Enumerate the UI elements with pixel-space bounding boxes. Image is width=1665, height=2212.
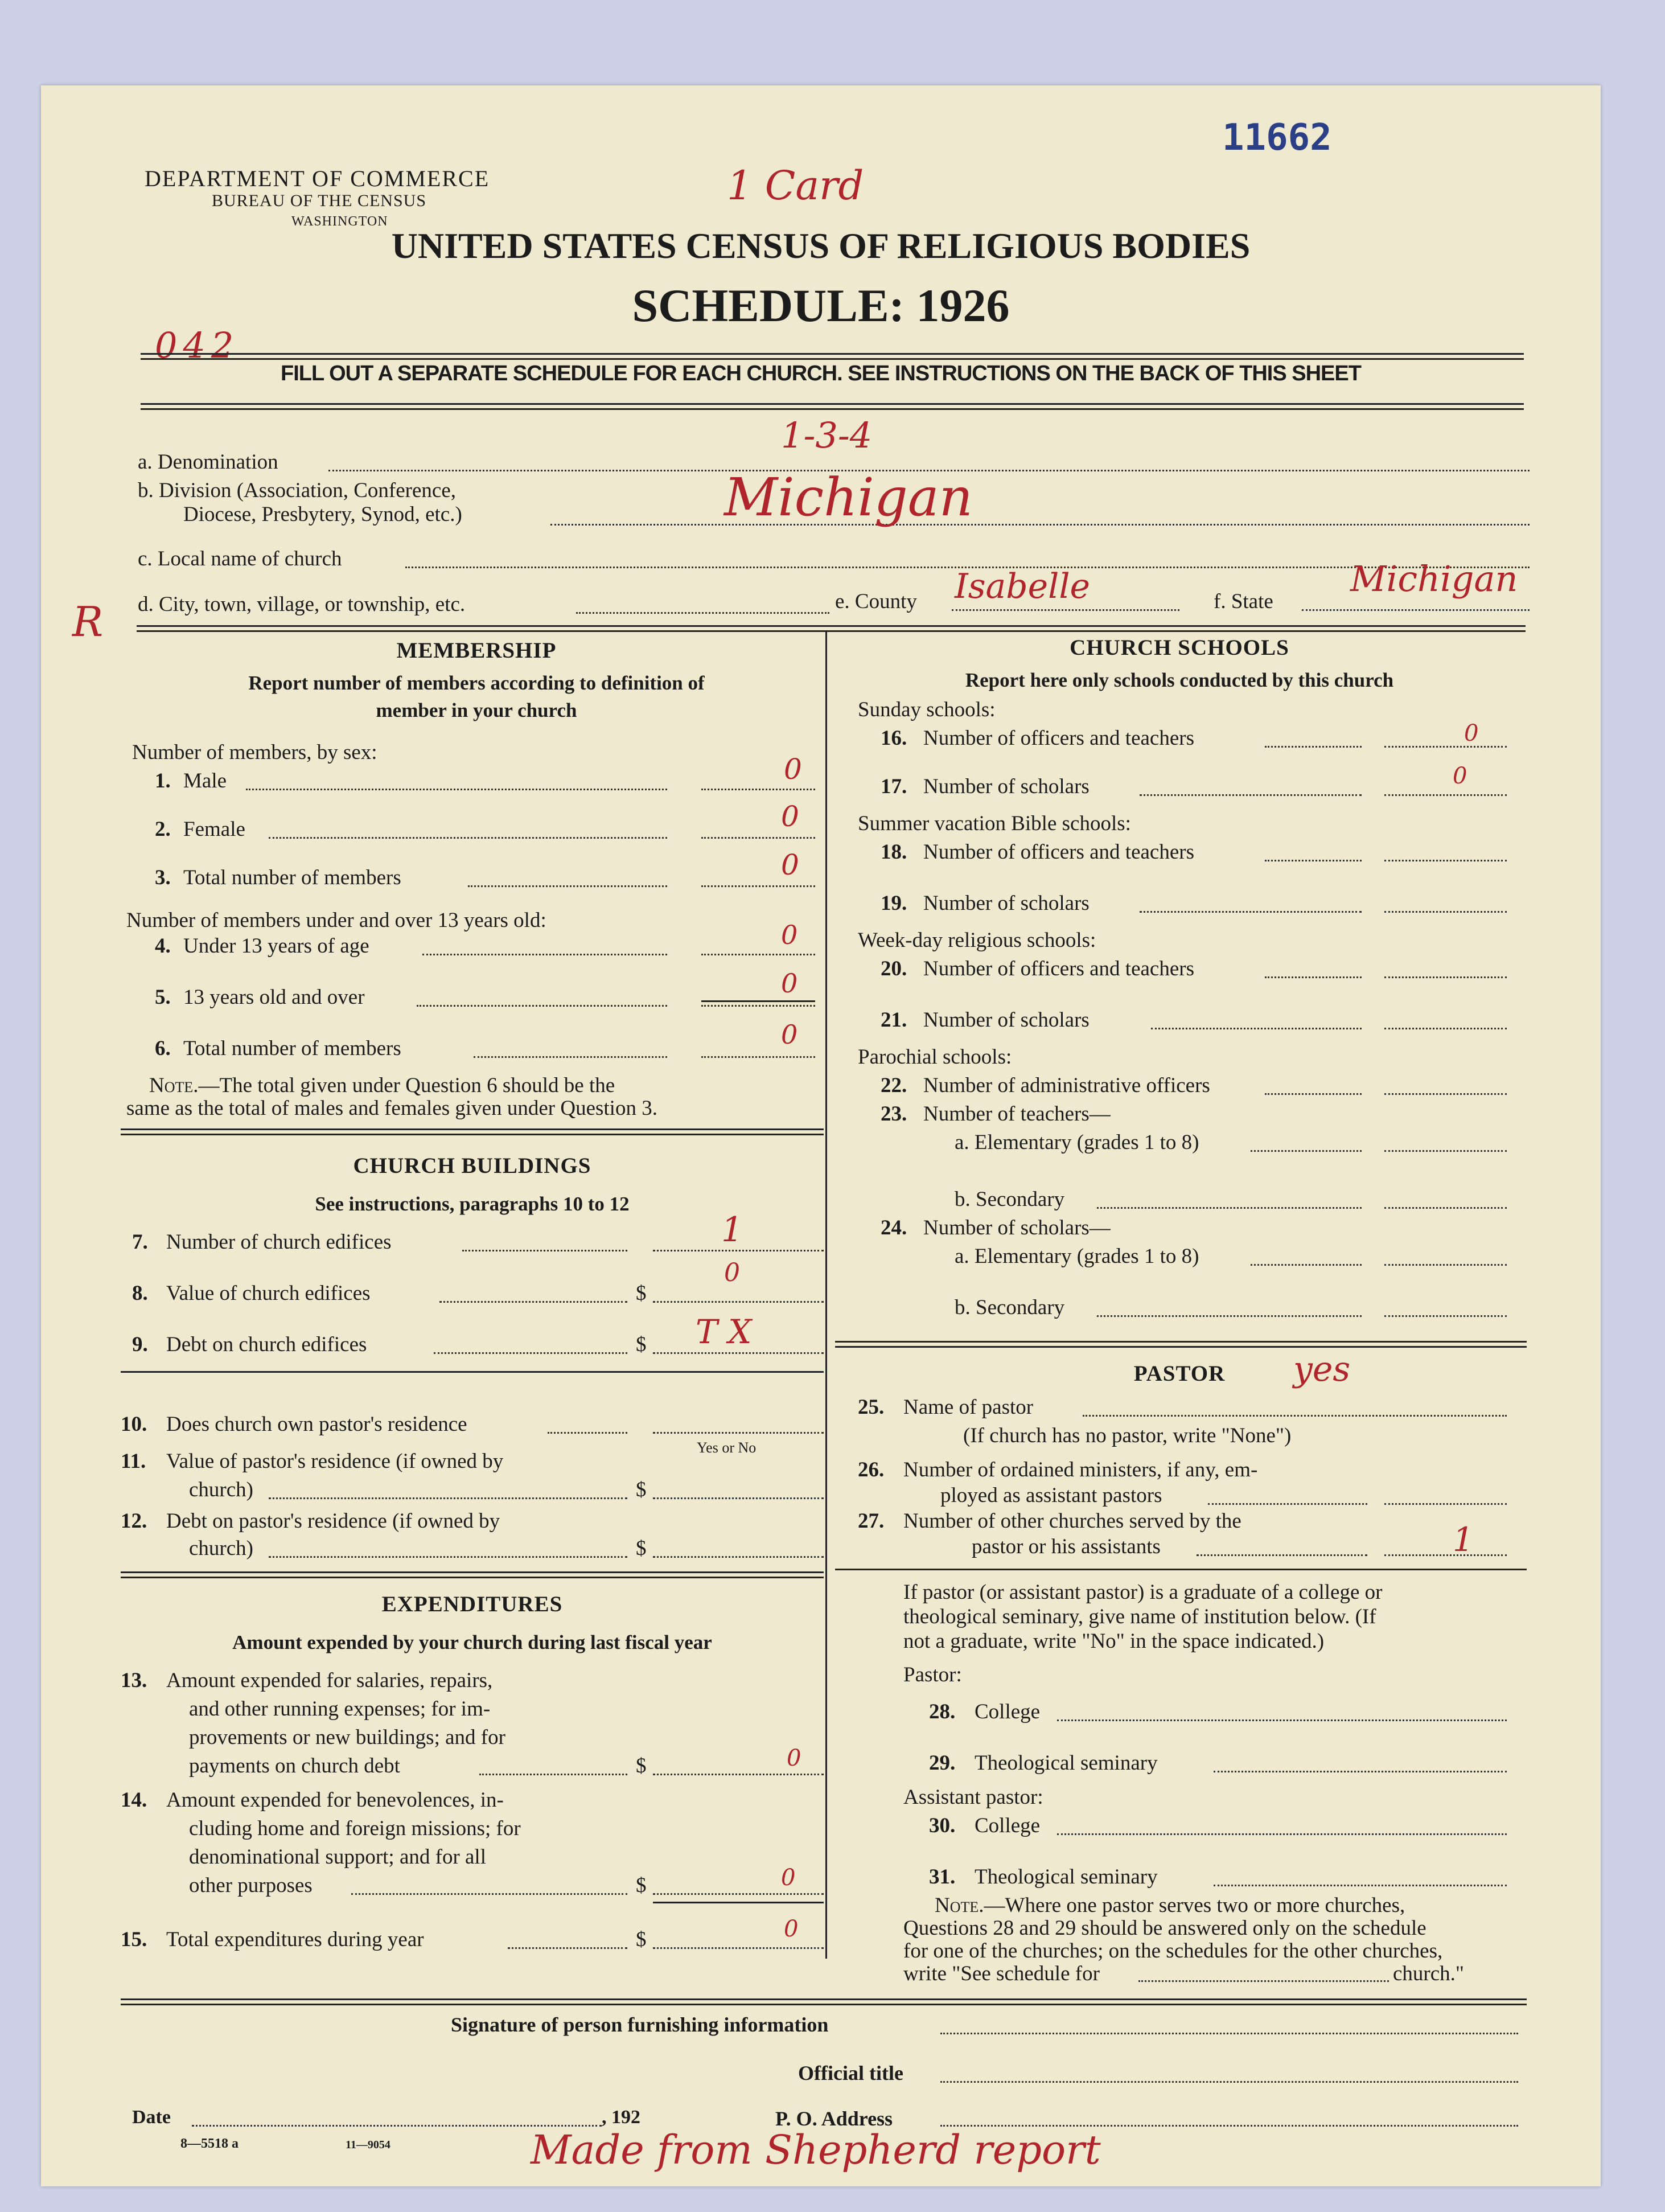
instructions-banner: FILL OUT A SEPARATE SCHEDULE FOR EACH CHURCH. SEE INSTRUCTIONS ON THE BACK OF THIS SHEET	[281, 362, 1361, 385]
form-number: 8—5518 a	[180, 2136, 239, 2151]
expenditures-intro: Amount expended by your church during last fiscal year	[232, 1631, 712, 1653]
form-title: UNITED STATES CENSUS OF RELIGIOUS BODIES	[391, 225, 1251, 266]
q29-label: Theological seminary	[975, 1751, 1158, 1775]
department-label: DEPARTMENT OF COMMERCE	[145, 166, 490, 191]
q7-value: 1	[721, 1210, 743, 1250]
weekday-schools-label: Week-day religious schools:	[858, 929, 1096, 952]
census-schedule-sheet	[41, 85, 1601, 2186]
q23b-label: b. Secondary	[955, 1188, 1065, 1211]
q21-leader	[1151, 1028, 1362, 1029]
county-label: e. County	[835, 590, 917, 613]
q25-label: Name of pastor	[903, 1396, 1034, 1419]
q29-number: 29.	[929, 1751, 956, 1775]
q16-label: Number of officers and teachers	[923, 727, 1194, 750]
schools-heading: CHURCH SCHOOLS	[1070, 635, 1289, 660]
q27-label-cont: pastor or his assistants	[972, 1535, 1161, 1558]
q3-leader	[468, 885, 667, 887]
q9-number: 9.	[132, 1333, 148, 1356]
q10-field[interactable]	[653, 1432, 824, 1434]
q31-number: 31.	[929, 1865, 956, 1889]
pastor-note-text: Where one pastor serves two or more churches,	[1005, 1894, 1405, 1917]
q17-value: 0	[1453, 763, 1467, 789]
q10-number: 10.	[121, 1413, 147, 1436]
q28-label: College	[975, 1700, 1041, 1723]
q9-dollar: $	[636, 1333, 647, 1356]
members-by-sex-label: Number of members, by sex:	[132, 741, 377, 764]
q1-male-label: Male	[183, 769, 227, 793]
parochial-schools-label: Parochial schools:	[858, 1045, 1012, 1069]
q8-field[interactable]	[653, 1301, 824, 1303]
q19-label: Number of scholars	[923, 892, 1090, 915]
city-town-label: d. City, town, village, or township, etc.	[138, 593, 466, 616]
q24b-label: b. Secondary	[955, 1296, 1065, 1319]
q26-leader	[1208, 1503, 1367, 1505]
q25-field[interactable]	[1083, 1415, 1507, 1417]
q4-value: 0	[781, 920, 798, 950]
q6-total-field[interactable]	[701, 1056, 815, 1058]
q27-field[interactable]	[1384, 1554, 1507, 1556]
q13-label: Amount expended for salaries, repairs,	[166, 1669, 493, 1692]
q15-label: Total expenditures during year	[166, 1928, 424, 1951]
q23-label: Number of teachers—	[923, 1102, 1111, 1126]
q26-field[interactable]	[1384, 1503, 1507, 1505]
handwritten-denomination: 1-3-4	[781, 415, 873, 456]
pastor-note-4: write "See schedule for	[903, 1962, 1100, 1985]
q12-leader	[269, 1556, 627, 1558]
q7-label: Number of church edifices	[166, 1230, 392, 1254]
q10-leader	[548, 1432, 627, 1434]
schools-intro: Report here only schools conducted by this church	[965, 669, 1394, 691]
city-label: WASHINGTON	[291, 214, 388, 229]
q13-number: 13.	[121, 1669, 147, 1692]
header-rule-top	[141, 353, 1524, 360]
q6-total-label: Total number of members	[183, 1037, 401, 1060]
body-bottom-rule	[121, 1998, 1527, 2005]
date-label: Date	[132, 2107, 171, 2128]
q16-field[interactable]	[1384, 746, 1507, 748]
q20-field[interactable]	[1384, 976, 1507, 978]
handwritten-division: Michigan	[724, 467, 973, 528]
q8-number: 8.	[132, 1282, 148, 1305]
buildings-rule	[121, 1371, 824, 1373]
q15-dollar: $	[636, 1928, 647, 1951]
q1-male-field[interactable]	[701, 789, 815, 790]
q22-label: Number of administrative officers	[923, 1074, 1210, 1097]
q27-number: 27.	[858, 1509, 885, 1533]
q3-number: 3.	[155, 866, 171, 889]
q31-label: Theological seminary	[975, 1865, 1158, 1889]
q21-field[interactable]	[1384, 1028, 1507, 1029]
division-label-cont: Diocese, Presbytery, Synod, etc.)	[183, 503, 462, 526]
q1-leader	[246, 789, 667, 790]
q8-label: Value of church edifices	[166, 1282, 371, 1305]
form-subtitle: SCHEDULE: 1926	[632, 280, 1010, 331]
q26-number: 26.	[858, 1458, 885, 1481]
q5-number: 5.	[155, 986, 171, 1009]
pastor-note-4-end: church."	[1393, 1962, 1465, 1985]
see-schedule-field[interactable]	[1138, 1980, 1389, 1982]
q25-number: 25.	[858, 1396, 885, 1419]
q7-field[interactable]	[653, 1250, 824, 1251]
q4-number: 4.	[155, 934, 171, 958]
q14-label: Amount expended for benevolences, in-	[166, 1788, 504, 1812]
membership-heading: MEMBERSHIP	[396, 638, 557, 663]
q30-number: 30.	[929, 1814, 956, 1837]
q14-value: 0	[781, 1865, 796, 1891]
q26-label: Number of ordained ministers, if any, em-	[903, 1458, 1258, 1481]
q23a-leader	[1251, 1150, 1362, 1152]
q6-leader	[474, 1056, 667, 1058]
po-address-label: P. O. Address	[775, 2107, 893, 2130]
pastor-note-3: for one of the churches; on the schedules for the other churches,	[903, 1939, 1443, 1963]
q22-number: 22.	[881, 1074, 907, 1097]
q10-label: Does church own pastor's residence	[166, 1413, 467, 1436]
q18-label: Number of officers and teachers	[923, 840, 1194, 864]
q2-female-label: Female	[183, 818, 245, 841]
q16-value: 0	[1464, 720, 1479, 746]
q25-value: yes	[1293, 1349, 1351, 1389]
q13-value: 0	[787, 1745, 801, 1771]
q14-number: 14.	[121, 1788, 147, 1812]
q15-leader	[508, 1947, 627, 1949]
header-rule-bottom	[141, 403, 1524, 410]
q24-number: 24.	[881, 1216, 907, 1240]
q24a-leader	[1251, 1264, 1362, 1266]
q28-field[interactable]	[1057, 1719, 1507, 1721]
stamp-number: 11662	[1222, 117, 1332, 159]
sunday-schools-label: Sunday schools:	[858, 698, 996, 721]
q12-label: Debt on pastor's residence (if owned by	[166, 1509, 500, 1533]
q9-label: Debt on church edifices	[166, 1333, 367, 1356]
q1-number: 1.	[155, 769, 171, 793]
q14-underline	[653, 1902, 824, 1903]
q13-field[interactable]	[653, 1774, 824, 1775]
q20-leader	[1265, 976, 1362, 978]
pastor-note	[935, 1893, 1405, 1918]
official-title-label: Official title	[798, 2062, 903, 2084]
local-name-label: c. Local name of church	[138, 547, 342, 571]
assistant-pastor-subheading: Assistant pastor:	[903, 1786, 1043, 1809]
q27-leader	[1197, 1554, 1367, 1556]
q12-number: 12.	[121, 1509, 147, 1533]
q19-leader	[1140, 911, 1362, 913]
q11-leader	[269, 1497, 627, 1499]
q13-label-2: and other running expenses; for im-	[189, 1697, 491, 1721]
q16-number: 16.	[881, 727, 907, 750]
q4-under13-label: Under 13 years of age	[183, 934, 369, 958]
city-town-field[interactable]	[576, 612, 829, 614]
q27-value: 1	[1453, 1520, 1474, 1559]
division-field[interactable]	[550, 524, 1530, 526]
q21-number: 21.	[881, 1008, 907, 1032]
q20-label: Number of officers and teachers	[923, 957, 1194, 980]
membership-rule	[121, 1128, 824, 1135]
q15-number: 15.	[121, 1928, 147, 1951]
buildings-intro: See instructions, paragraphs 10 to 12	[315, 1193, 630, 1215]
q18-field[interactable]	[1384, 860, 1507, 861]
q22-leader	[1265, 1093, 1362, 1095]
county-field[interactable]	[952, 609, 1179, 611]
q20-number: 20.	[881, 957, 907, 980]
q13-label-4: payments on church debt	[189, 1754, 400, 1778]
q19-number: 19.	[881, 892, 907, 915]
q12-label-cont: church)	[189, 1537, 253, 1560]
membership-intro: Report number of members according to definition of	[248, 672, 705, 694]
expenditures-heading: EXPENDITURES	[381, 1592, 563, 1616]
q11-number: 11.	[121, 1450, 146, 1473]
q26-label-cont: ployed as assistant pastors	[940, 1484, 1162, 1507]
q9-leader	[434, 1352, 627, 1354]
handwritten-county: Isabelle	[955, 567, 1091, 606]
q12-field[interactable]	[653, 1556, 824, 1558]
q14-label-3: denominational support; and for all	[189, 1845, 486, 1869]
pastor-rule	[835, 1569, 1527, 1570]
q14-label-4: other purposes	[189, 1874, 313, 1897]
q1-value: 0	[784, 753, 802, 786]
print-number: 11—9054	[346, 2139, 390, 2151]
q23b-leader	[1097, 1207, 1362, 1209]
q30-label: College	[975, 1814, 1041, 1837]
membership-note	[149, 1073, 615, 1098]
q8-leader	[439, 1301, 627, 1303]
q17-number: 17.	[881, 775, 907, 798]
q18-leader	[1265, 860, 1362, 861]
q15-field[interactable]	[653, 1947, 824, 1949]
q17-field[interactable]	[1384, 794, 1507, 796]
q28-number: 28.	[929, 1700, 956, 1723]
q11-label: Value of pastor's residence (if owned by	[166, 1450, 504, 1473]
q23a-field[interactable]	[1384, 1150, 1507, 1152]
yes-no-hint: Yes or No	[697, 1439, 757, 1456]
q11-dollar: $	[636, 1478, 647, 1501]
q13-label-3: provements or new buildings; and for	[189, 1726, 505, 1749]
state-label: f. State	[1214, 590, 1273, 613]
q8-dollar: $	[636, 1282, 647, 1305]
q16-leader	[1265, 746, 1362, 748]
handwritten-footer-note: Made from Shepherd report	[531, 2127, 1101, 2173]
q5-leader	[417, 1005, 667, 1007]
q5-over13-field[interactable]	[701, 1005, 815, 1007]
q2-leader	[269, 837, 667, 839]
graduate-instructions-3: not a graduate, write "No" in the space indicated.)	[903, 1630, 1325, 1653]
q3-value: 0	[781, 848, 799, 881]
q24-label: Number of scholars—	[923, 1216, 1111, 1240]
q9-value: T X	[696, 1312, 752, 1351]
membership-note-cont: same as the total of males and females given under Question 3.	[126, 1097, 657, 1120]
q25-note: (If church has no pastor, write "None")	[963, 1424, 1292, 1447]
q24b-leader	[1097, 1315, 1362, 1317]
q3-total-field[interactable]	[701, 885, 815, 887]
membership-note-label: Note.—	[149, 1074, 220, 1097]
q14-leader	[351, 1893, 627, 1895]
q4-under13-field[interactable]	[701, 954, 815, 955]
q24a-label: a. Elementary (grades 1 to 8)	[955, 1245, 1199, 1268]
state-field[interactable]	[1302, 609, 1530, 611]
q5-underline	[701, 1000, 815, 1002]
q9-field[interactable]	[653, 1352, 824, 1354]
q22-field[interactable]	[1384, 1093, 1507, 1095]
q15-value: 0	[784, 1916, 799, 1942]
q8-value: 0	[724, 1258, 740, 1287]
q2-value: 0	[781, 800, 799, 833]
pastor-note-2: Questions 28 and 29 should be answered only on the schedule	[903, 1916, 1426, 1940]
q5-over13-label: 13 years old and over	[183, 986, 365, 1009]
q6-number: 6.	[155, 1037, 171, 1060]
q14-label-2: cluding home and foreign missions; for	[189, 1817, 521, 1840]
handwritten-state: Michigan	[1350, 558, 1518, 600]
q18-number: 18.	[881, 840, 907, 864]
q13-leader	[479, 1774, 627, 1775]
division-label: b. Division (Association, Conference,	[138, 479, 456, 502]
q12-dollar: $	[636, 1537, 647, 1560]
q21-label: Number of scholars	[923, 1008, 1090, 1032]
buildings-heading: CHURCH BUILDINGS	[353, 1154, 591, 1178]
official-title-field[interactable]	[940, 2081, 1518, 2083]
date-year: , 192	[602, 2107, 640, 2128]
graduate-instructions: If pastor (or assistant pastor) is a graduate of a college or	[903, 1581, 1383, 1604]
handwritten-margin-r: R	[72, 598, 104, 646]
schools-rule	[835, 1341, 1527, 1348]
bureau-label: BUREAU OF THE CENSUS	[212, 191, 426, 210]
handwritten-card: 1 Card	[727, 162, 864, 209]
pastor-subheading: Pastor:	[903, 1663, 962, 1686]
q2-female-field[interactable]	[701, 837, 815, 839]
q11-field[interactable]	[653, 1497, 824, 1499]
summer-schools-label: Summer vacation Bible schools:	[858, 812, 1131, 835]
pastor-note-label: Note.—	[935, 1894, 1005, 1917]
q6-value: 0	[781, 1019, 798, 1050]
q14-dollar: $	[636, 1874, 647, 1897]
q23a-label: a. Elementary (grades 1 to 8)	[955, 1131, 1199, 1154]
q23-number: 23.	[881, 1102, 907, 1126]
q4-leader	[422, 954, 667, 955]
q17-leader	[1140, 794, 1362, 796]
membership-intro-cont: member in your church	[376, 699, 577, 721]
q17-label: Number of scholars	[923, 775, 1090, 798]
pastor-heading: PASTOR	[1133, 1361, 1226, 1386]
q31-field[interactable]	[1214, 1885, 1507, 1886]
signature-field[interactable]	[940, 2033, 1518, 2034]
q24b-field[interactable]	[1384, 1315, 1507, 1317]
q13-dollar: $	[636, 1754, 647, 1778]
denomination-label: a. Denomination	[138, 450, 278, 474]
q29-field[interactable]	[1214, 1771, 1507, 1772]
q30-field[interactable]	[1057, 1833, 1507, 1835]
q11-label-cont: church)	[189, 1478, 253, 1501]
graduate-instructions-2: theological seminary, give name of institution below. (If	[903, 1605, 1376, 1628]
q2-number: 2.	[155, 818, 171, 841]
q7-leader	[462, 1250, 627, 1251]
residence-rule	[121, 1571, 824, 1578]
handwritten-code: 042	[155, 325, 240, 366]
q23b-field[interactable]	[1384, 1207, 1507, 1209]
fields-rule	[137, 625, 1526, 632]
q19-field[interactable]	[1384, 911, 1507, 913]
q14-field[interactable]	[653, 1893, 824, 1895]
signature-label: Signature of person furnishing information	[451, 2013, 829, 2036]
column-divider	[825, 632, 827, 1959]
membership-note-text: The total given under Question 6 should be the	[219, 1074, 615, 1097]
q27-label: Number of other churches served by the	[903, 1509, 1241, 1533]
q7-number: 7.	[132, 1230, 148, 1254]
members-by-age-label: Number of members under and over 13 years old:	[126, 909, 546, 932]
q3-total-label: Total number of members	[183, 866, 401, 889]
q24a-field[interactable]	[1384, 1264, 1507, 1266]
q5-value: 0	[781, 968, 798, 999]
